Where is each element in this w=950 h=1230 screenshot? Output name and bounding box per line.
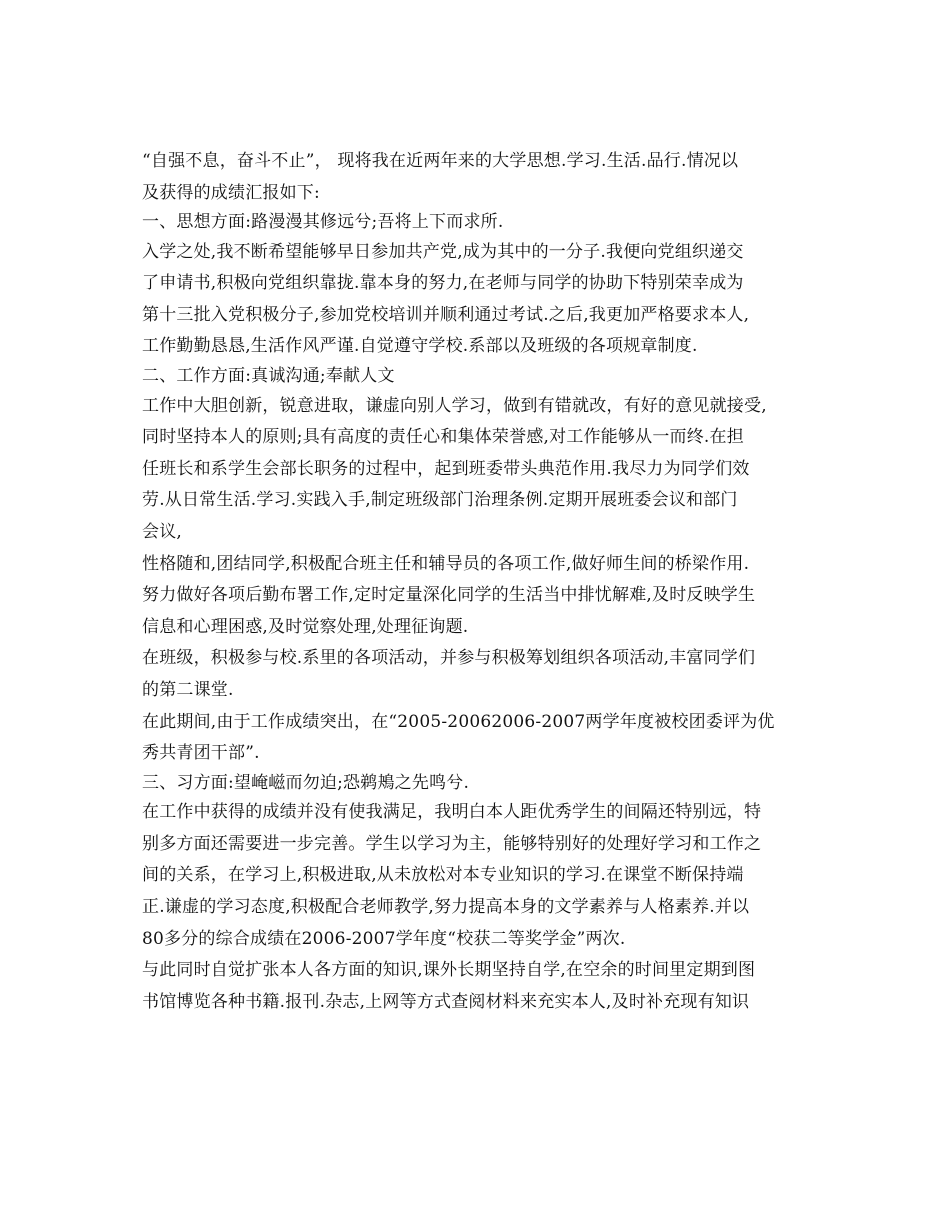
text-line: 性格随和,团结同学,积极配合班主任和辅导员的各项工作,做好师生间的桥梁作用. — [142, 553, 750, 574]
text-line: 了申请书,积极向党组织靠拢.靠本身的努力,在老师与同学的协助下特别荣幸成为 — [142, 273, 744, 294]
text-line: 秀共青团干部”. — [142, 743, 260, 764]
text-line: 的第二课堂. — [142, 679, 234, 700]
text-line: 入学之处,我不断希望能够早日参加共产党,成为其中的一分子.我便向党组织递交 — [142, 241, 744, 262]
text-line: 在班级，积极参与校.系里的各项活动，并参与积极筹划组织各项活动,丰富同学们 — [142, 648, 756, 669]
text-line: 正.谦虚的学习态度,积极配合老师教学,努力提高本身的文学素养与人格素养.并以 — [142, 896, 750, 917]
text-line: 及获得的成绩汇报如下: — [142, 182, 320, 203]
text-line: 书馆博览各种书籍.报刊.杂志,上网等方式查阅材料来充实本人,及时补充现有知识 — [142, 991, 750, 1012]
text-line: 同时坚持本人的原则;具有高度的责任心和集体荣誉感,对工作能够从一而终.在担 — [142, 427, 744, 448]
document-body — [142, 146, 822, 1018]
text-line: 间的关系，在学习上,积极进取,从未放松对本专业知识的学习.在课堂不断保持端 — [142, 865, 744, 886]
text-line: 信息和心理困惑,及时觉察处理,处理征询题. — [142, 616, 469, 637]
text-line: 工作勤勤恳恳,生活作风严谨.自觉遵守学校.系部以及班级的各项规章制度. — [142, 336, 698, 357]
text-line: 会议, — [142, 521, 183, 542]
text-line: 别多方面还需要进一步完善。学生以学习为主，能够特别好的处理好学习和工作之 — [142, 833, 762, 854]
section-heading-thought: 一、思想方面:路漫漫其修远兮;吾将上下而求所. — [142, 212, 504, 233]
text-line: 与此同时自觉扩张本人各方面的知识,课外长期坚持自学,在空余的时间里定期到图 — [142, 960, 756, 981]
text-line: 任班长和系学生会部长职务的过程中，起到班委带头典范作用.我尽力为同学们效 — [142, 458, 750, 479]
text-line: “自强不息，奋斗不止”， 现将我在近两年来的大学思想.学习.生活.品行.情况以 — [142, 151, 739, 171]
section-heading-work: 二、工作方面:真诚沟通;奉献人文 — [142, 366, 395, 387]
text-line: 努力做好各项后勤布署工作,定时定量深化同学的生活当中排忧解难,及时反映学生 — [142, 585, 756, 606]
text-line: 在此期间,由于工作成绩突出，在“2005-20062006-2007两学年度被校团委评为优 — [142, 711, 775, 732]
text-line: 在工作中获得的成绩并没有使我满足，我明白本人距优秀学生的间隔还特别远，特 — [142, 802, 762, 823]
text-line: 80多分的综合成绩在2006-2007学年度“校获二等奖学金”两次. — [142, 928, 626, 949]
text-line: 劳.从日常生活.学习.实践入手,制定班级部门治理条例.定期开展班委会议和部门 — [142, 490, 738, 511]
text-line: 工作中大胆创新，锐意进取，谦虚向别人学习，做到有错就改，有好的意见就接受, — [142, 395, 767, 416]
section-heading-study: 三、习方面:望崦嵫而勿迫;恐鹈鴂之先鸣兮. — [142, 772, 470, 793]
text-line: 第十三批入党积极分子,参加党校培训并顺利通过考试.之后,我更加严格要求本人, — [142, 304, 750, 325]
